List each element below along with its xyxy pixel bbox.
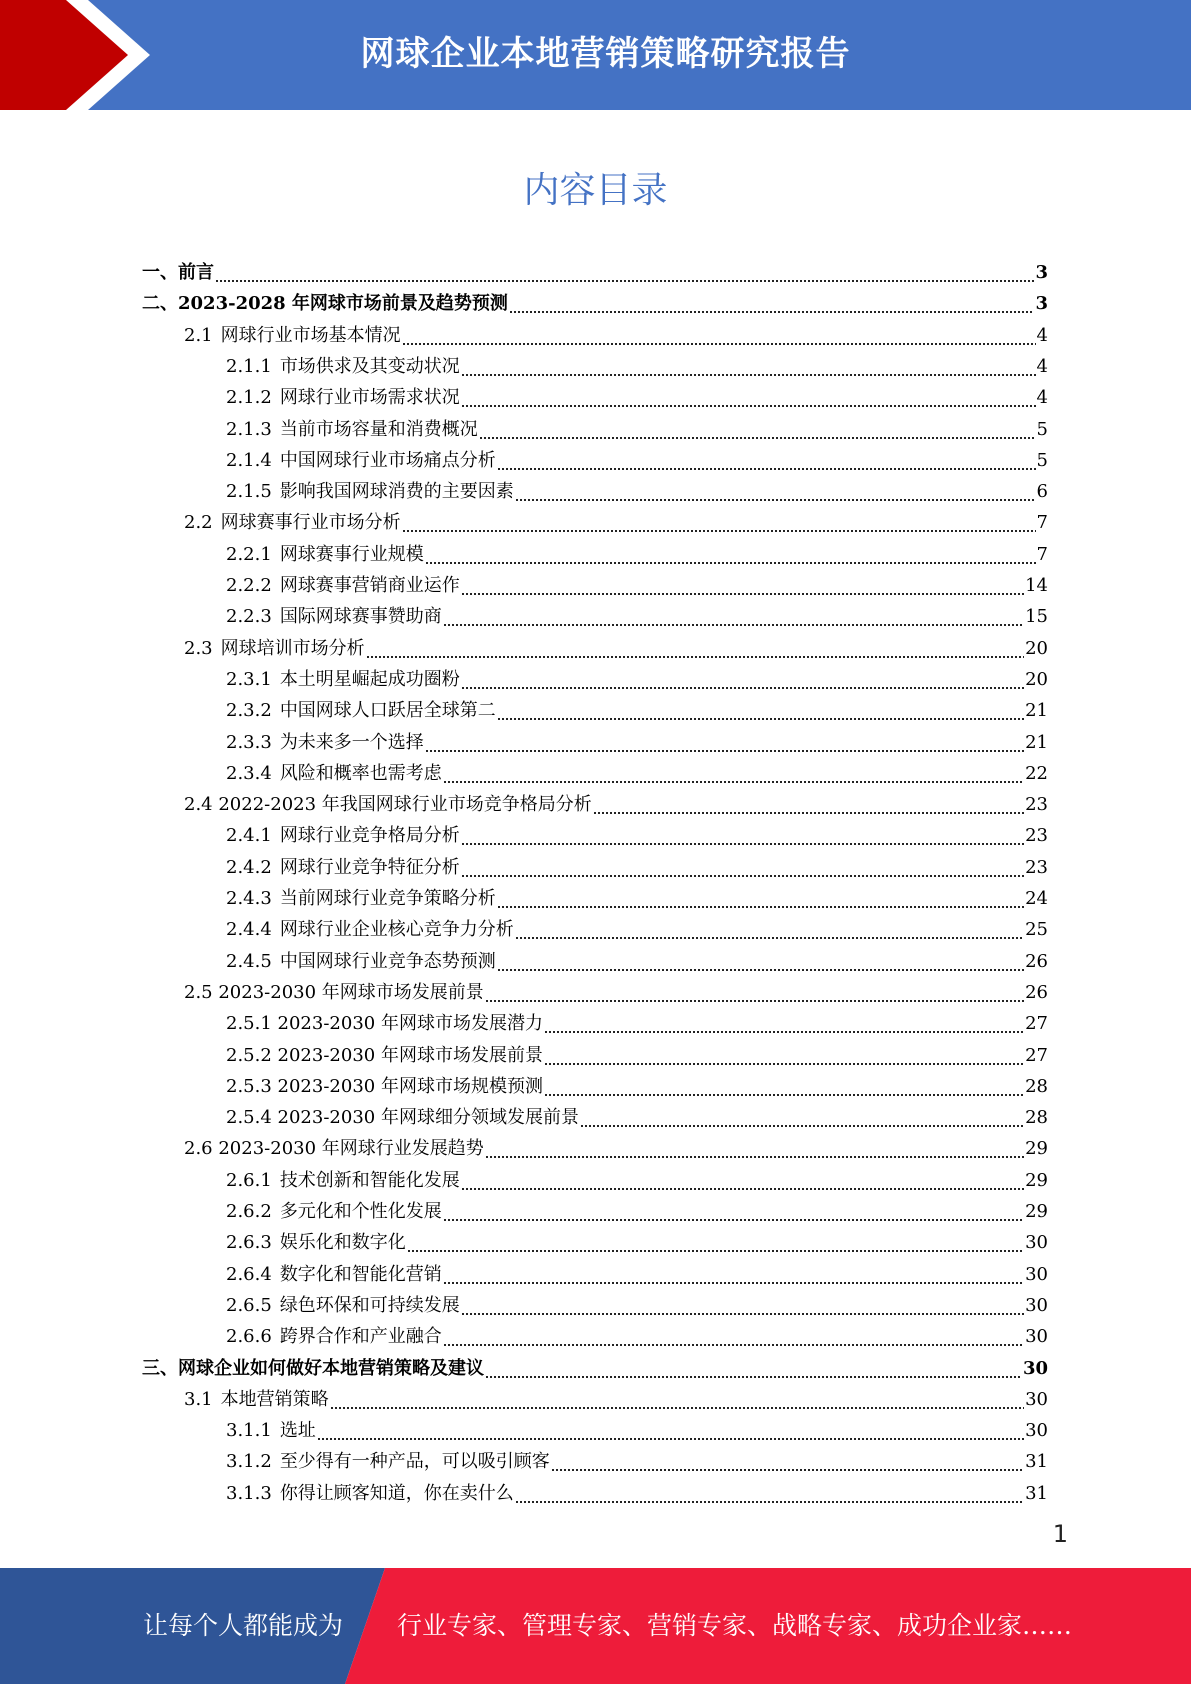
toc-dot-leader	[544, 1076, 1024, 1098]
toc-entry[interactable]	[226, 1411, 1048, 1442]
toc-dot-leader	[497, 700, 1024, 722]
toc-entry-title: 跨界合作和产业融合	[279, 1326, 442, 1348]
toc-entry-title: 选址	[279, 1420, 316, 1442]
toc-dot-leader	[443, 606, 1024, 628]
toc-entry-label	[226, 575, 460, 597]
toc-entry-title: 娱乐化和数字化	[279, 1232, 406, 1254]
toc-entry-title: 三、网球企业如何做好本地营销策略及建议	[142, 1357, 484, 1379]
toc-dot-leader	[544, 1013, 1024, 1035]
toc-entry-title: 2.4 2022-2023 年我国网球行业市场竞争格局分析	[184, 794, 592, 816]
toc-entry[interactable]	[226, 816, 1048, 847]
toc-entry-title: 风险和概率也需考虑	[279, 762, 442, 784]
toc-entry[interactable]	[184, 503, 1048, 534]
toc-entry-title: 中国网球行业竞争态势预测	[279, 950, 496, 972]
toc-entry-number: 2.2.2	[226, 575, 272, 596]
toc-dot-leader	[366, 638, 1024, 660]
toc-entry-label	[226, 1013, 543, 1035]
toc-entry[interactable]	[226, 1067, 1048, 1098]
toc-entry[interactable]	[226, 1286, 1048, 1317]
toc-entry-label	[226, 1107, 579, 1129]
toc-entry-number: 3.1.2	[226, 1451, 272, 1473]
toc-entry-page: 22	[1025, 762, 1048, 784]
toc-entry-page: 7	[1036, 512, 1048, 534]
toc-entry-page: 14	[1025, 575, 1048, 596]
toc-entry-page: 28	[1025, 1075, 1048, 1097]
toc-dot-leader	[497, 450, 1036, 472]
toc-entry-title: 网球赛事行业规模	[279, 543, 424, 565]
toc-entry-title: 2.6 2023-2030 年网球行业发展趋势	[184, 1138, 484, 1160]
toc-entry-page: 21	[1025, 731, 1048, 753]
toc-entry-title: 本土明星崛起成功圈粉	[279, 668, 460, 690]
toc-dot-leader	[461, 669, 1024, 691]
toc-entry[interactable]	[226, 347, 1048, 378]
toc-entry[interactable]	[226, 754, 1048, 785]
toc-entry-title: 绿色环保和可持续发展	[279, 1294, 460, 1316]
toc-entry-number: 2.1.5	[226, 481, 272, 503]
toc-dot-leader	[461, 857, 1024, 879]
toc-entry-number: 2.2.1	[226, 543, 272, 565]
toc-entry[interactable]	[184, 316, 1048, 347]
toc-entry[interactable]	[226, 1098, 1048, 1129]
toc-entry-label	[226, 356, 460, 378]
toc-entry-number: 2.4.4	[226, 919, 272, 941]
toc-entry-page: 30	[1025, 1420, 1048, 1442]
toc-entry[interactable]	[226, 1036, 1048, 1067]
toc-dot-leader	[317, 1420, 1024, 1442]
toc-entry-title: 为未来多一个选择	[279, 731, 424, 753]
toc-entry-page: 6	[1036, 481, 1048, 503]
toc-entry-number: 2.3.4	[226, 762, 272, 784]
toc-entry-number: 3.1.1	[226, 1420, 272, 1442]
toc-entry-label	[226, 888, 496, 910]
toc-dot-leader	[551, 1451, 1024, 1473]
toc-entry-page: 21	[1025, 700, 1048, 722]
toc-entry-title: 多元化和个性化发展	[279, 1201, 442, 1222]
toc-entry-number: 2.6.3	[226, 1232, 272, 1254]
toc-dot-leader	[461, 356, 1036, 378]
toc-entry-label	[226, 857, 460, 879]
toc-entry-label	[226, 825, 460, 847]
toc-entry-label	[184, 325, 401, 347]
toc-entry[interactable]	[184, 629, 1048, 660]
toc-entry-page: 29	[1025, 1169, 1048, 1191]
toc-entry-label	[226, 951, 496, 973]
toc-entry-number: 2.1.3	[226, 418, 272, 440]
toc-entry-page: 5	[1036, 418, 1048, 440]
toc-entry-number: 2.1.4	[226, 449, 272, 471]
toc-dot-leader	[515, 1483, 1024, 1505]
toc-entry-page: 30	[1025, 1388, 1048, 1410]
toc-entry-label	[226, 1045, 543, 1067]
toc-dot-leader	[515, 919, 1024, 941]
toc-entry-title: 网球培训市场分析	[220, 637, 365, 659]
toc-entry-page: 28	[1025, 1107, 1048, 1129]
toc-entry-label	[226, 544, 424, 566]
toc-entry-title: 数字化和智能化营销	[279, 1263, 442, 1285]
toc-entry-number: 2.1.2	[226, 387, 272, 409]
toc-entry-number: 2.3.1	[226, 668, 272, 690]
toc-entry-label	[226, 1451, 550, 1473]
toc-entry-page: 23	[1025, 856, 1048, 878]
toc-entry-label	[226, 450, 496, 472]
toc-entry[interactable]	[226, 691, 1048, 722]
toc-entry-number: 2.2.3	[226, 606, 272, 628]
toc-entry-page: 30	[1025, 1232, 1048, 1254]
page-number: 1	[1052, 1520, 1068, 1548]
toc-entry-label	[142, 262, 214, 284]
toc-entry-title: 网球行业市场基本情况	[220, 324, 401, 346]
toc-entry[interactable]	[226, 1442, 1048, 1473]
toc-entry[interactable]	[226, 597, 1048, 628]
toc-dot-leader	[485, 1358, 1022, 1380]
toc-entry-title: 你得让顾客知道，你在卖什么	[279, 1482, 514, 1504]
toc-entry-title: 中国网球行业市场痛点分析	[279, 449, 496, 471]
toc-entry-page: 4	[1036, 387, 1048, 409]
toc-entry-label	[226, 1483, 514, 1505]
toc-entry-page: 7	[1036, 543, 1048, 565]
toc-entry[interactable]	[226, 1474, 1048, 1505]
toc-entry-number: 2.6.5	[226, 1294, 272, 1316]
toc-entry-title: 中国网球人口跃居全球第二	[279, 700, 496, 722]
toc-entry-number: 3.1.3	[226, 1482, 272, 1504]
toc-dot-leader	[485, 1138, 1024, 1160]
toc-entry-label	[226, 1326, 442, 1348]
toc-entry-title: 国际网球赛事赞助商	[279, 606, 442, 628]
toc-dot-leader	[330, 1389, 1024, 1411]
toc-entry-title: 技术创新和智能化发展	[279, 1169, 460, 1191]
toc-entry-page: 25	[1025, 919, 1048, 941]
toc-entry-number: 2.4.2	[226, 856, 272, 878]
toc-entry-title: 本地营销策略	[220, 1388, 329, 1410]
toc-entry-page: 27	[1025, 1013, 1048, 1035]
toc-entry-label	[226, 1232, 406, 1254]
toc-entry-title: 2.5.4 2023-2030 年网球细分领域发展前景	[226, 1107, 579, 1129]
toc-entry[interactable]	[226, 1255, 1048, 1286]
toc-entry-title: 网球行业竞争格局分析	[279, 825, 460, 847]
toc-entry[interactable]	[142, 284, 1048, 315]
toc-entry-number: 2.3.2	[226, 700, 272, 722]
footer-slogan-left: 让每个人都能成为	[143, 1611, 344, 1640]
toc-entry-page: 27	[1025, 1044, 1048, 1066]
toc-entry-label	[184, 512, 401, 534]
toc-entry[interactable]	[226, 879, 1048, 910]
toc-dot-leader	[580, 1107, 1024, 1129]
toc-heading: 内容目录	[523, 170, 668, 211]
toc-entry[interactable]	[226, 1317, 1048, 1348]
toc-entry-label	[226, 419, 478, 441]
toc-entry-label	[226, 1420, 316, 1442]
toc-entry-label	[142, 293, 508, 315]
toc-entry[interactable]	[226, 441, 1048, 472]
toc-dot-leader	[479, 419, 1036, 441]
toc-entry-title: 一、前言	[142, 262, 214, 283]
toc-entry-label	[226, 606, 442, 628]
toc-dot-leader	[497, 951, 1024, 973]
toc-entry-number: 2.1	[184, 324, 213, 346]
toc-entry-page: 5	[1036, 449, 1048, 471]
toc-entry-title: 2.5 2023-2030 年网球市场发展前景	[184, 981, 484, 1003]
toc-entry-number: 2.6.2	[226, 1201, 272, 1222]
toc-entry-label	[142, 1358, 484, 1380]
toc-entry-title: 当前市场容量和消费概况	[279, 418, 478, 440]
toc-dot-leader	[443, 1264, 1024, 1286]
toc-entry-title: 网球赛事行业市场分析	[220, 512, 401, 534]
toc-entry-page: 29	[1025, 1201, 1048, 1222]
toc-dot-leader	[461, 1170, 1024, 1192]
toc-entry-page: 31	[1025, 1451, 1048, 1473]
footer-slogan-right: 行业专家、管理专家、营销专家、战略专家、成功企业家……	[397, 1611, 1073, 1640]
toc-entry-page: 26	[1025, 950, 1048, 972]
toc-entry-page: 31	[1025, 1482, 1048, 1504]
toc-dot-leader	[461, 1295, 1024, 1317]
toc-entry[interactable]	[184, 1380, 1048, 1411]
toc-entry[interactable]	[226, 942, 1048, 973]
toc-entry-label	[184, 1389, 329, 1411]
toc-entry[interactable]	[226, 848, 1048, 879]
toc-dot-leader	[425, 544, 1036, 566]
toc-entry-title: 2.5.2 2023-2030 年网球市场发展前景	[226, 1044, 543, 1066]
toc-entry[interactable]	[226, 910, 1048, 941]
toc-dot-leader	[485, 982, 1024, 1004]
toc-entry[interactable]	[226, 472, 1048, 503]
toc-entry[interactable]	[184, 1129, 1048, 1160]
toc-entry-title: 影响我国网球消费的主要因素	[279, 481, 514, 503]
toc-entry-title: 2.5.1 2023-2030 年网球市场发展潜力	[226, 1013, 543, 1035]
toc-entry-number: 2.3	[184, 637, 213, 659]
toc-entry-page: 29	[1025, 1138, 1048, 1160]
toc-entry-page: 4	[1036, 324, 1048, 346]
toc-entry-title: 2.5.3 2023-2030 年网球市场规模预测	[226, 1075, 543, 1097]
toc-dot-leader	[402, 325, 1036, 347]
toc-entry-label	[226, 732, 424, 754]
toc-entry[interactable]	[226, 1161, 1048, 1192]
toc-entry-page: 3	[1035, 262, 1048, 283]
toc-dot-leader	[515, 481, 1036, 503]
toc-entry-label	[184, 1138, 484, 1160]
toc-entry-page: 30	[1025, 1326, 1048, 1348]
toc-entry[interactable]	[226, 1223, 1048, 1254]
toc-entry-title: 市场供求及其变动状况	[279, 355, 460, 377]
toc-entry-label	[226, 1201, 442, 1223]
toc-dot-leader	[497, 888, 1024, 910]
toc-dot-leader	[407, 1232, 1024, 1254]
toc-dot-leader	[461, 575, 1024, 597]
toc-entry-page: 20	[1025, 637, 1048, 659]
toc-dot-leader	[544, 1045, 1024, 1067]
toc-entry-page: 15	[1025, 606, 1048, 628]
toc-entry-label	[184, 794, 592, 816]
toc-entry[interactable]	[184, 973, 1048, 1004]
toc-entry-title: 网球行业市场需求状况	[279, 387, 460, 409]
toc-entry-label	[226, 481, 514, 503]
toc-entry-title: 二、2023-2028 年网球市场前景及趋势预测	[142, 293, 508, 315]
toc-entry-label	[226, 669, 460, 691]
toc-entry-page: 24	[1025, 888, 1048, 909]
toc-entry-page: 20	[1025, 668, 1048, 690]
header-band	[0, 0, 1191, 110]
toc-entry-label	[184, 638, 365, 660]
toc-entry-number: 2.3.3	[226, 731, 272, 753]
footer-band	[0, 1568, 1191, 1684]
toc-entry-page: 30	[1022, 1357, 1048, 1379]
toc-entry-label	[226, 1264, 442, 1286]
toc-entry-label	[226, 1076, 543, 1098]
toc-entry[interactable]	[226, 1192, 1048, 1223]
toc-dot-leader	[215, 262, 1034, 284]
toc-entry[interactable]	[226, 1004, 1048, 1035]
toc-entry-page: 30	[1025, 1294, 1048, 1316]
toc-entry[interactable]	[226, 378, 1048, 409]
toc-dot-leader	[425, 732, 1024, 754]
toc-entry[interactable]	[142, 253, 1048, 284]
toc-entry-page: 30	[1025, 1263, 1048, 1285]
toc-entry-number: 2.2	[184, 512, 213, 534]
toc-dot-leader	[461, 387, 1036, 409]
toc-entry[interactable]	[226, 410, 1048, 441]
toc-entry[interactable]	[184, 785, 1048, 816]
toc-dot-leader	[461, 825, 1024, 847]
toc-entry-title: 当前网球行业竞争策略分析	[279, 888, 496, 909]
toc-entry-label	[226, 1295, 460, 1317]
report-title: 网球企业本地营销策略研究报告	[360, 34, 851, 74]
toc-entry-number: 2.4.1	[226, 825, 272, 847]
toc-dot-leader	[443, 1201, 1024, 1223]
toc-entry[interactable]	[226, 660, 1048, 691]
toc-entry-number: 2.4.5	[226, 950, 272, 972]
toc-entry-title: 网球赛事营销商业运作	[279, 575, 460, 596]
toc-dot-leader	[443, 1326, 1024, 1348]
toc-entry-number: 2.6.1	[226, 1169, 272, 1191]
toc-entry[interactable]	[226, 535, 1048, 566]
toc-dot-leader	[402, 512, 1036, 534]
toc-entry-label	[226, 1170, 460, 1192]
toc-entry-page: 26	[1025, 981, 1048, 1003]
toc-entry-page: 23	[1025, 825, 1048, 847]
toc-entry-page: 23	[1025, 794, 1048, 816]
toc-dot-leader	[509, 293, 1035, 315]
toc-entry-number: 2.6.6	[226, 1326, 272, 1348]
toc-entry-number: 2.1.1	[226, 355, 272, 377]
toc-entry-label	[226, 763, 442, 785]
toc-dot-leader	[593, 794, 1024, 816]
toc-entry[interactable]	[142, 1349, 1048, 1380]
toc-entry-number: 2.6.4	[226, 1263, 272, 1285]
toc-dot-leader	[443, 763, 1024, 785]
toc-entry-label	[184, 982, 484, 1004]
toc-entry-label	[226, 919, 514, 941]
toc-entry-title: 网球行业竞争特征分析	[279, 856, 460, 878]
toc-entry-label	[226, 387, 460, 409]
toc-entry-page: 4	[1036, 355, 1048, 377]
toc-entry-number: 2.4.3	[226, 888, 272, 909]
toc-entry-page: 3	[1035, 293, 1048, 315]
toc-entry-label	[226, 700, 496, 722]
toc-entry-number: 3.1	[184, 1388, 213, 1410]
toc-entry-title: 至少得有一种产品，可以吸引顾客	[279, 1451, 550, 1473]
toc-entry[interactable]	[226, 566, 1048, 597]
toc-entry-title: 网球行业企业核心竞争力分析	[279, 919, 514, 941]
toc-entry[interactable]	[226, 723, 1048, 754]
